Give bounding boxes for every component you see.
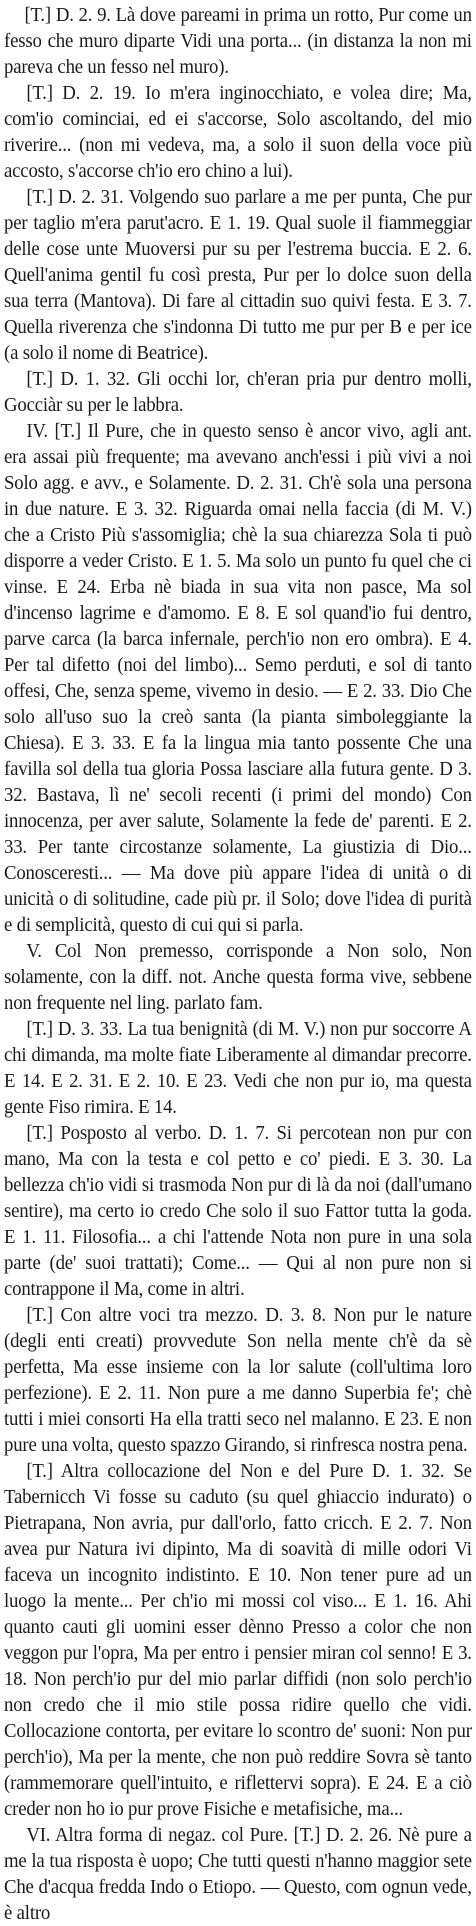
paragraph-altra-collocazione: [T.] Altra collocazione del Non e del Pure D. 1. 32. Se Tabernicch Vi fosse su caduto (su quel ghiaccio indurato) o Pietrapana, Non avria, pur dall'orlo, fatto cricch. E 2. 7. Non avea pur Natura ivi dipinto, Ma di soavità di mille odori Vi faceva un incognito indistinto. E 10. Non tener pure ad un luogo la mente... Per ch'io mi mossi col viso... E 1. 16. Ahi quanto cauti gli uomini esser dènno Presso a color che non veggon pur l'opra, Ma per entro i pensier miran col senno! E 3. 18. Non perch'io pur del mio parlar diffidi (non solo perch'io non credo che il mio stile possa ridire quello che vidi. Collocazione contorta, per evitare lo scontro de' suoni: Non pur perch'io), Ma per la mente, che non può reddire Sovra sè tanto (rammemorare quell'intuito, e riflettervi sopra). E 24. E a ciò creder non ho io pur prove Fisiche e metafisiche, ma... [4,1460,472,1820]
paragraph-altre-voci: [T.] Con altre voci tra mezzo. D. 3. 8. Non pur le nature (degli enti creati) provvedute Son nella mente ch'è da sè perfetta, Ma esse insieme con la lor salute (coll'ultima loro perfezione). E 2. 11. Non pure a me danno Superbia fe'; chè tutti i miei consorti Ha ella tratti seco nel malanno. E 23. E non pure una volta, questo spazzo Girando, si rinfresca nostra pena. [4,1304,472,1456]
paragraph-sense-v: V. Col Non premesso, corrisponde a Non solo, Non solamente, con la diff. not. Anche questa forma vive, sebbene non frequente nel ling. parlato fam. [4,940,472,1014]
dictionary-page [4,2,472,1924]
paragraph-dante-porta: [T.] D. 2. 9. Là dove pareami in prima un rotto, Pur come un fesso che muro diparte Vidi una porta... (in distanza la non mi pareva che un fesso nel muro). [4,4,472,78]
paragraph-dante-inginocchiato: [T.] D. 2. 19. Io m'era inginocchiato, e volea dire; Ma, com'io cominciai, ed ei s'accorse, Solo ascoltando, del mio riverire... (non mi vedeva, ma, a solo il suon della voce più accosto, s'accorse ch'io ero chino a lui). [4,82,472,182]
paragraph-sense-iv: IV. [T.] Il Pure, che in questo senso è ancor vivo, agli ant. era assai più frequente; ma avevano anch'essi i più vivi a noi Solo agg. e avv., e Solamente. D. 2. 31. Ch'è sola una persona in due nature. E 3. 32. Riguarda omai nella faccia (di M. V.) che a Cristo Più s'assomiglia; chè la sua chiarezza Sola ti può disporre a veder Cristo. E 1. 5. Ma solo un punto fu quel che ci vinse. E 24. Erba nè biada in sua vita non pasce, Ma sol d'incenso lagrime e d'amomo. E 8. E sol quand'io fui dentro, parve carca (la barca infernale, perch'io non ero ombra). E 4. Per tal difetto (noi del limbo)... Semo perduti, e sol di tanto offesi, Che, senza speme, vivemo in desio. — E 2. 33. Dio Che solo all'uso suo la creò santa (la pianta simboleggiante la Chiesa). E 3. 33. E fa la lingua mia tanto possente Che una favilla sol della tua gloria Possa lasciare alla futura gente. D 3. 32. Bastava, lì ne' secoli recenti (i primi del mondo) Con innocenza, per aver salute, Solamente la fede de' parenti. E 2. 33. Per tante circostanze solamente, La giustizia di Dio... Conosceresti... — Ma dove più appare l'idea di unità o di unicità o di solitudine, cade più pr. il Solo; dove l'idea di purità e di semplicità, questo di cui qui si parla. [4,420,472,936]
paragraph-benignita: [T.] D. 3. 33. La tua benignità (di M. V.) non pur soccorre A chi dimanda, ma molte fiate Liberamente al dimandar precorre. E 14. E 2. 31. E 2. 10. E 23. Vedi che non pur io, ma questa gente Fiso rimira. E 14. [4,1018,472,1118]
paragraph-dante-occhi: [T.] D. 1. 32. Gli occhi lor, ch'eran pria pur dentro molli, Gocciàr su per le labbra. [4,368,472,416]
paragraph-dante-per-punta: [T.] D. 2. 31. Volgendo suo parlare a me per punta, Che pur per taglio m'era parut'acro. E 1. 19. Qual suole il fiammeggiar delle cose unte Muoversi pur su per l'estrema buccia. E 2. 6. Quell'anima gentil fu così presta, Pur per lo dolce suon della sua terra (Mantova). Di fare al cittadin suo quivi festa. E 3. 7. Quella riverenza che s'indonna Di tutto me pur per B e per ice (a solo il nome di Beatrice). [4,186,472,364]
dictionary-text [4,2,472,1926]
paragraph-sense-vi: VI. Altra forma di negaz. col Pure. [T.] D. 2. 26. Nè pure a me la tua risposta è uopo; Che tutti questi n'hanno maggior sete Che d'acqua fredda Indo o Etiopo. — Questo, com ognun vede, è altro [4,1824,472,1924]
paragraph-posposto: [T.] Posposto al verbo. D. 1. 7. Si percotean non pur con mano, Ma con la testa e col petto e co' piedi. E 3. 30. La bellezza ch'io vidi si trasmoda Non pur di là da noi (dall'umano sentire), ma certo io credo Che solo il suo Fattor tutta la goda. E 1. 11. Filosofia... a chi l'attende Nota non pure in una sola parte (de' suoi trattati); Come... — Qui al non pure non si contrappone il Ma, come in altri. [4,1122,472,1300]
